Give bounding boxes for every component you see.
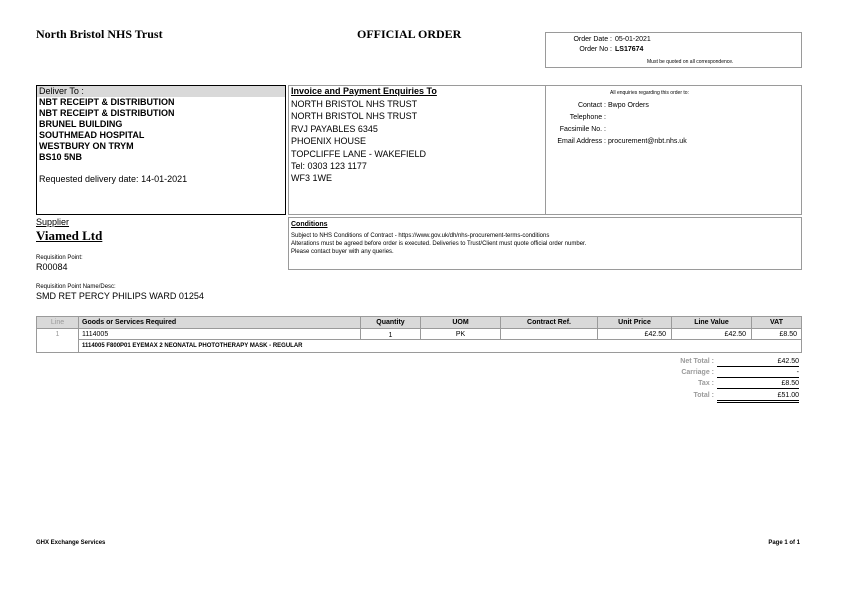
table-cell-code: 1114005 (82, 331, 109, 338)
requisition-name-label: Requisition Point Name/Desc: (36, 284, 116, 290)
document-title: OFFICIAL ORDER (357, 27, 462, 41)
order-no-label: Order No : (579, 46, 612, 53)
invoice-box (288, 85, 546, 215)
net-total-label: Net Total : (680, 358, 714, 365)
footer-left: GHX Exchange Services (36, 540, 106, 546)
deliver-to-box (36, 85, 286, 215)
enquiries-box (545, 85, 802, 215)
enquiries-heading: All enquiries regarding this order to: (610, 90, 689, 96)
table-cell-vat: £8.50 (779, 331, 797, 338)
supplier-name: Viamed Ltd (36, 228, 103, 243)
carriage: - (717, 368, 799, 378)
col-divider (78, 317, 79, 352)
order-number: LS17674 (615, 46, 644, 53)
invoice-line: PHOENIX HOUSE (291, 136, 367, 147)
conditions-text (291, 232, 586, 256)
conditions-box (288, 217, 802, 270)
tax: £8.50 (717, 379, 799, 389)
trust-name: North Bristol NHS Trust (36, 27, 163, 41)
table-cell-line-value: £42.50 (724, 331, 746, 338)
deliver-to-heading: Deliver To : (37, 86, 285, 97)
grand-total: £51.00 (717, 391, 799, 403)
fax-label: Facsimile No. : (559, 126, 606, 133)
conditions-line: Alterations must be agreed before order is executed. Deliveries to Trust/Client must quote official order number. (291, 241, 587, 247)
col-header-goods: Goods or Services Required (82, 319, 177, 326)
order-info-box (545, 32, 802, 68)
order-note: Must be quoted on all correspondence. (647, 59, 734, 65)
col-header-contract: Contract Ref. (527, 319, 571, 326)
conditions-heading: Conditions (291, 221, 328, 228)
carriage-label: Carriage : (681, 369, 714, 376)
col-header-vat: VAT (770, 319, 783, 326)
table-cell-unit-price: £42.50 (644, 331, 666, 338)
row-divider (78, 339, 801, 340)
col-header-line-value: Line Value (694, 319, 729, 326)
email-label: Email Address : (557, 138, 606, 145)
table-cell-quantity: 1 (388, 332, 393, 339)
supplier-heading: Supplier (36, 217, 70, 227)
net-total: £42.50 (717, 357, 799, 367)
deliver-line: BS10 5NB (39, 152, 83, 162)
contact-value: Bwpo Orders (608, 102, 649, 109)
deliver-line: BRUNEL BUILDING (39, 119, 123, 129)
total-label: Total : (693, 392, 714, 399)
requisition-name: SMD RET PERCY PHILIPS WARD 01254 (36, 291, 204, 301)
conditions-line: Subject to NHS Conditions of Contract - https://www.gov.uk/dh/nhs-procurement-terms-conditions (291, 233, 550, 239)
col-header-quantity: Quantity (376, 319, 405, 326)
deliver-line: WESTBURY ON TRYM (39, 141, 134, 151)
deliver-line: NBT RECEIPT & DISTRIBUTION (39, 97, 175, 107)
col-header-line: Line (50, 319, 65, 326)
col-header-uom: UOM (452, 319, 469, 326)
invoice-line: WF3 1WE (291, 173, 333, 184)
table-cell-line: 1 (55, 331, 60, 338)
invoice-line: NORTH BRISTOL NHS TRUST (291, 111, 418, 122)
requisition-point: R00084 (36, 262, 68, 272)
table-cell-uom: PK (455, 331, 466, 338)
table-cell-description: 1114005 F800P01 EYEMAX 2 NEONATAL PHOTOTHERAPY MASK - REGULAR (82, 343, 303, 349)
invoice-line: NORTH BRISTOL NHS TRUST (291, 99, 418, 109)
col-header-unit-price: Unit Price (618, 319, 651, 326)
tax-label: Tax : (698, 380, 714, 387)
deliver-line: SOUTHMEAD HOSPITAL (39, 130, 145, 140)
telephone-label: Telephone : (569, 114, 606, 121)
email-value: procurement@nbt.nhs.uk (608, 138, 687, 145)
requested-delivery-date: Requested delivery date: 14-01-2021 (39, 174, 188, 184)
invoice-line: Tel: 0303 123 1177 (291, 161, 367, 172)
items-table (36, 316, 802, 353)
conditions-line: Please contact buyer with any queries. (291, 249, 394, 255)
order-date: 05-01-2021 (615, 36, 651, 43)
contact-label: Contact : (577, 102, 606, 109)
requisition-point-label: Requisition Point: (36, 255, 83, 261)
page-number: Page 1 of 1 (768, 540, 800, 546)
deliver-line: NBT RECEIPT & DISTRIBUTION (39, 108, 175, 118)
deliver-address (39, 97, 175, 163)
invoice-line: TOPCLIFFE LANE - WAKEFIELD (291, 148, 427, 159)
invoice-heading: Invoice and Payment Enquiries To (291, 86, 437, 96)
invoice-line: RVJ PAYABLES 6345 (291, 123, 378, 134)
invoice-address (291, 98, 426, 185)
order-date-label: Order Date : (573, 36, 612, 43)
row-divider (37, 328, 801, 329)
